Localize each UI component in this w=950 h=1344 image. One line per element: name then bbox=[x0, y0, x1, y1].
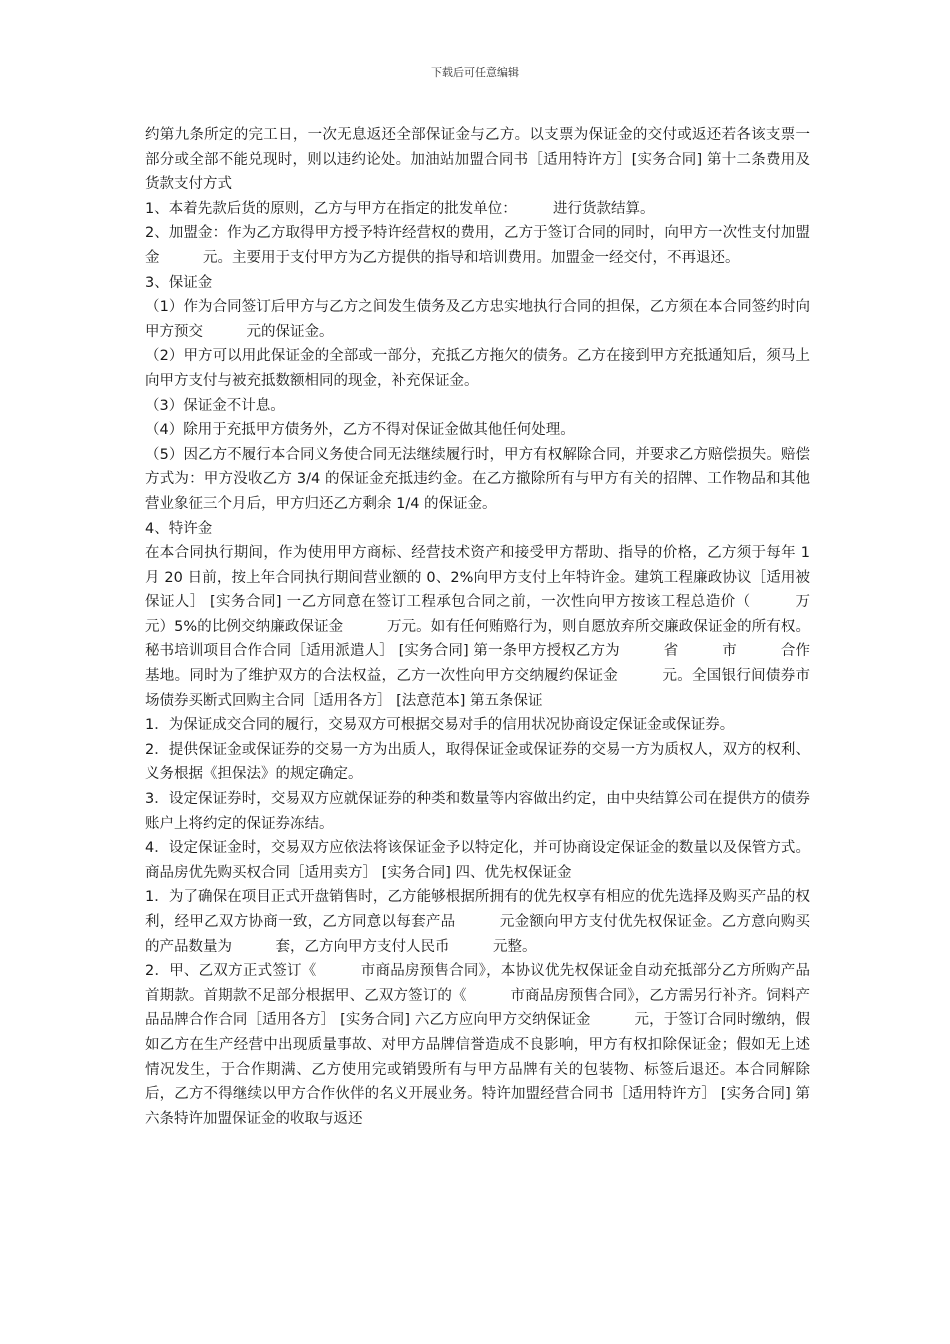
paragraph: 2．甲、乙双方正式签订《 市商品房预售合同》，本协议优先权保证金自动充抵部分乙方所购产品首期款。首期款不足部分根据甲、乙双方签订的《 市商品房预售合同》，乙方需另行补齐。饲料产品品牌合作合同［适用各方］ [实务合同] 六乙方应向甲方交纳保证金 元，于签订合同时缴纳，假如乙方在生产经营中出现质量事故、对甲方品牌信誉造成不良影响，甲方有权扣除保证金；假如无上述情况发生，于合作期满、乙方使用完或销毁所有与甲方品牌有关的包装物、标签后退还。本合同解除后，乙方不得继续以甲方合作伙伴的名义开展业务。特许加盟经营合同书［适用特许方］ [实务合同] 第六条特许加盟保证金的收取与返还 bbox=[145, 963, 810, 1127]
paragraph: 4、特许金 bbox=[145, 520, 213, 537]
document-body bbox=[145, 123, 810, 1131]
paragraph: 2．提供保证金或保证券的交易一方为出质人，取得保证金或保证券的交易一方为质权人，双方的权利、义务根据《担保法》的规定确定。 bbox=[145, 741, 810, 783]
paragraph: （5）因乙方不履行本合同义务使合同无法继续履行时，甲方有权解除合同，并要求乙方赔偿损失。赔偿方式为：甲方没收乙方 3/4 的保证金充抵违约金。在乙方撤除所有与甲方有关的招牌、工作物品和其他营业象征三个月后，甲方归还乙方剩余 1/4 的保证金。 bbox=[145, 446, 810, 512]
paragraph: 3．设定保证券时，交易双方应就保证券的种类和数量等内容做出约定，由中央结算公司在提供方的债券账户上将约定的保证券冻结。 bbox=[145, 791, 810, 832]
paragraph: 1．为保证成交合同的履行，交易双方可根据交易对手的信用状况协商设定保证金或保证券。 bbox=[145, 717, 735, 734]
paragraph: 3、保证金 bbox=[145, 274, 213, 291]
paragraph: 1、本着先款后货的原则，乙方与甲方在指定的批发单位： 进行货款结算。 bbox=[145, 200, 655, 217]
paragraph: 1．为了确保在项目正式开盘销售时，乙方能够根据所拥有的优先权享有相应的优先选择及购买产品的权利，经甲乙双方协商一致，乙方同意以每套产品 元金额向甲方支付优先权保证金。乙方意向购买的产品数量为 套，乙方向甲方支付人民币 元整。 bbox=[145, 889, 810, 955]
paragraph: 2、加盟金：作为乙方取得甲方授予特许经营权的费用，乙方于签订合同的同时，向甲方一次性支付加盟金 元。主要用于支付甲方为乙方提供的指导和培训费用。加盟金一经交付，不再退还。 bbox=[145, 225, 810, 266]
paragraph: （4）除用于充抵甲方债务外，乙方不得对保证金做其他任何处理。 bbox=[145, 422, 575, 439]
paragraph: 约第九条所定的完工日，一次无息返还全部保证金与乙方。以支票为保证金的交付或返还若各该支票一部分或全部不能兑现时，则以违约论处。加油站加盟合同书［适用特许方］[实务合同] 第十二条费用及货款支付方式 bbox=[145, 127, 810, 193]
page-header: 下载后可任意编辑 bbox=[431, 66, 519, 79]
paragraph: （1）作为合同签订后甲方与乙方之间发生债务及乙方忠实地执行合同的担保，乙方须在本合同签约时向甲方预交 元的保证金。 bbox=[145, 299, 810, 340]
paragraph: 在本合同执行期间，作为使用甲方商标、经营技术资产和接受甲方帮助、指导的价格，乙方须于每年 1 月 20 日前，按上年合同执行期间营业额的 0、2%向甲方支付上年特许金。建筑工程廉政协议［适用被保证人］ [实务合同] 一乙方同意在签订工程承包合同之前，一次性向甲方按该工程总造价（ 万元）5%的比例交纳廉政保证金 万元。如有任何贿赂行为，则自愿放弃所交廉政保证金的所有权。秘书培训项目合作合同［适用派遣人］ [实务合同] 第一条甲方授权乙方为 省 市 合作基地。同时为了维护双方的合法权益，乙方一次性向甲方交纳履约保证金 元。全国银行间债券市场债券买断式回购主合同［适用各方］ [法意范本] 第五条保证 bbox=[145, 545, 810, 709]
paragraph: （2）甲方可以用此保证金的全部或一部分，充抵乙方拖欠的债务。乙方在接到甲方充抵通知后，须马上向甲方支付与被充抵数额相同的现金，补充保证金。 bbox=[145, 348, 810, 389]
paragraph: 4．设定保证金时，交易双方应依法将该保证金予以特定化，并可协商设定保证金的数量以及保管方式。商品房优先购买权合同［适用卖方］ [实务合同] 四、优先权保证金 bbox=[145, 840, 810, 881]
paragraph: （3）保证金不计息。 bbox=[145, 397, 285, 414]
